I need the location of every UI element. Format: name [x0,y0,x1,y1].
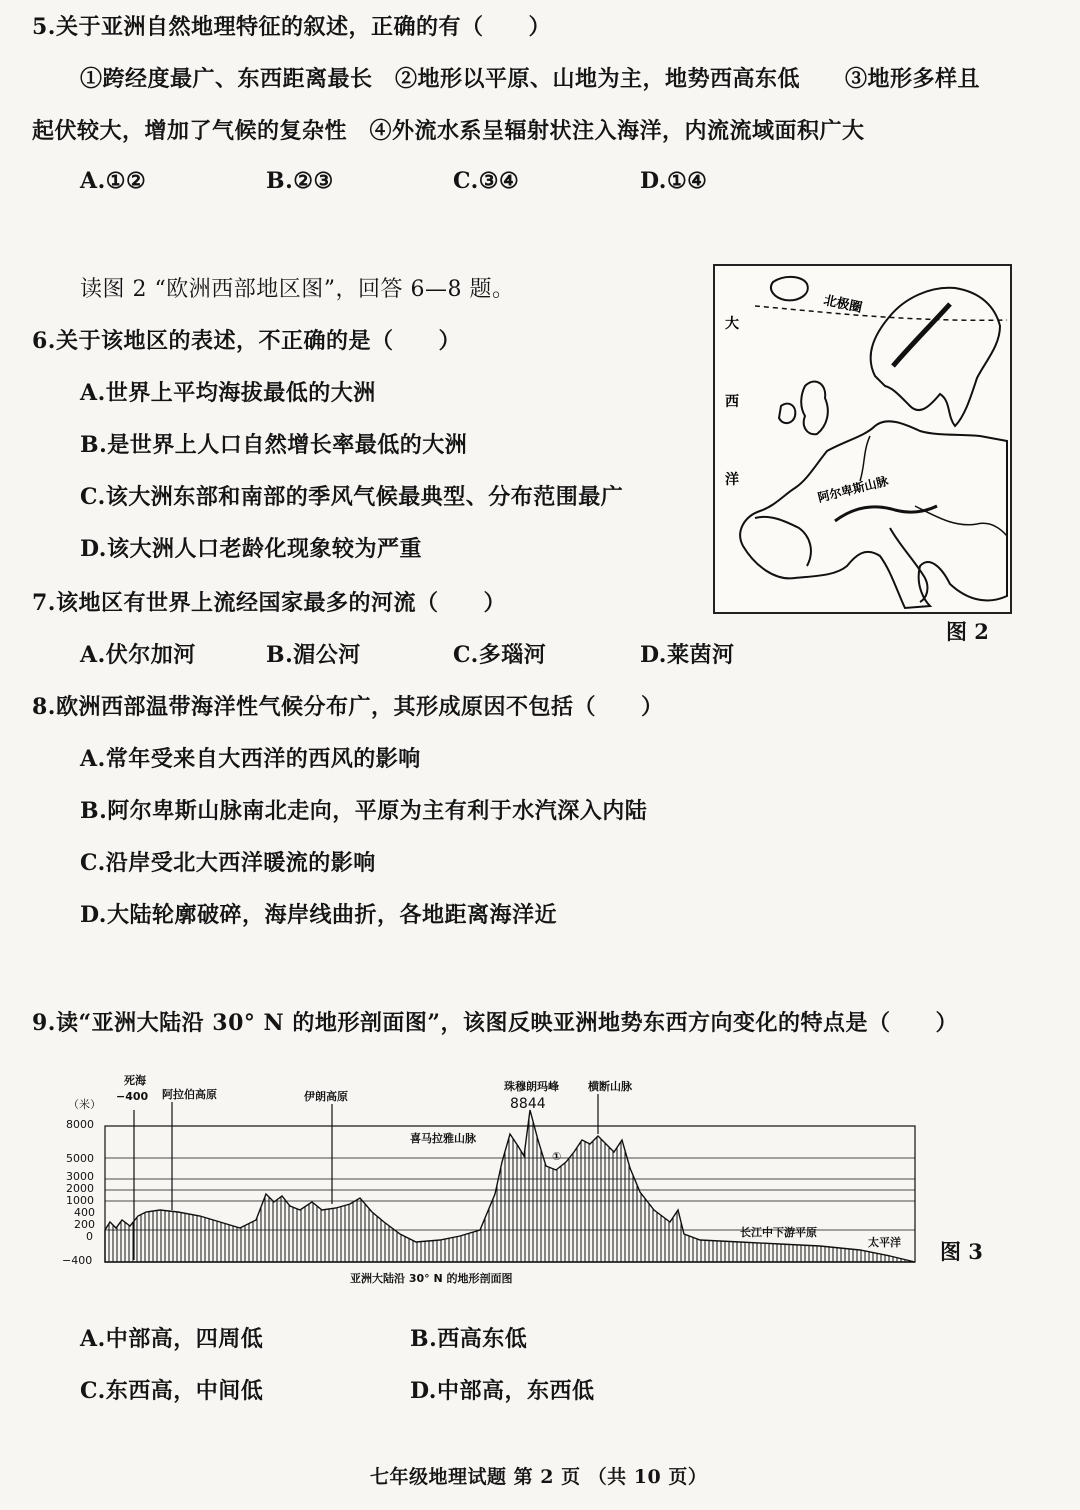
q8-option-c: C.沿岸受北大西洋暖流的影响 [80,850,376,876]
y-tick-2000: 2000 [66,1182,94,1195]
figure-3-caption: 图 3 [940,1239,983,1264]
y-tick-5000: 5000 [66,1152,94,1165]
terrain-profile [105,1110,915,1262]
q6-option-d: D.该大洲人口老龄化现象较为严重 [80,536,422,562]
terrain-profile-figure [60,1070,930,1290]
ocean-label-1: 大 [725,316,739,332]
britain-outline [801,382,828,435]
q7-choice-c: C.多瑙河 [453,642,547,668]
q5-options-line-1: ①跨经度最广、东西距离最长 ②地形以平原、山地为主，地势西高东低 ③地形多样且 [80,66,981,92]
ocean-label-3: 洋 [725,472,739,488]
scandinavia-outline [871,288,1000,426]
q7-stem: 7.该地区有世界上流经国家最多的河流（ ） [32,590,506,616]
alps-label: 阿尔卑斯山脉 [816,473,890,505]
q7-choice-b: B.湄公河 [266,642,361,668]
arctic-circle-label: 北极圈 [822,293,864,317]
q8-stem: 8.欧洲西部温带海洋性气候分布广，其形成原因不包括（ ） [32,694,664,720]
y-tick-0: 0 [86,1230,93,1243]
q7-choice-d: D.莱茵河 [640,642,735,668]
q5-stem: 5.关于亚洲自然地理特征的叙述，正确的有（ ） [32,14,551,40]
q7-choice-a: A.伏尔加河 [80,642,196,668]
q6-option-a: A.世界上平均海拔最低的大洲 [80,380,376,406]
y-tick-minus400: −400 [62,1254,93,1267]
hengduan-label: 横断山脉 [588,1080,632,1093]
q9-stem: 9.读“亚洲大陆沿 30° N 的地形剖面图”，该图反映亚洲地势东西方向变化的特点是（ ） [32,1010,958,1036]
q8-option-a: A.常年受来自大西洋的西风的影响 [80,746,421,772]
himalaya-label: 喜马拉雅山脉 [410,1132,476,1145]
arabian-plateau-label: 阿拉伯高原 [162,1088,217,1101]
profile-title: 亚洲大陆沿 30° N 的地形剖面图 [350,1272,513,1285]
alps-line [835,506,937,521]
q9-choice-b: B.西高东低 [410,1326,528,1352]
q6-option-c: C.该大洲东部和南部的季风气候最典型、分布范围最广 [80,484,624,510]
europe-map-figure [713,264,1012,614]
y-axis-unit: （米） [68,1098,101,1111]
figure-2-caption: 图 2 [946,619,989,644]
q5-options-line-2: 起伏较大，增加了气候的复杂性 ④外流水系呈辐射状注入海洋，内流流域面积广大 [32,118,865,144]
ireland-outline [779,404,795,423]
mainland-outline [740,421,1007,608]
y-tick-400: 400 [74,1206,95,1219]
iberia-coast [755,517,811,566]
intro-6-8: 读图 2 “欧洲西部地区图”，回答 6—8 题。 [80,277,515,302]
europe-map-drawing [715,266,1010,612]
q9-choice-d: D.中部高，东西低 [410,1378,595,1404]
scandinavian-mountains [893,304,950,366]
iceland-outline [771,277,808,300]
q5-choice-b: B.②③ [266,168,334,194]
ocean-label-2: 西 [725,394,739,410]
q5-choice-c: C.③④ [453,168,520,194]
y-tick-3000: 3000 [66,1170,94,1183]
y-tick-1000: 1000 [66,1194,94,1207]
rhine-river [860,436,870,481]
yangtze-plain-label: 长江中下游平原 [740,1226,817,1239]
dead-sea-label: 死海 [124,1074,146,1087]
y-tick-200: 200 [74,1218,95,1231]
q8-option-b: B.阿尔卑斯山脉南北走向，平原为主有利于水汽深入内陆 [80,798,648,824]
everest-value: 8844 [510,1096,546,1112]
q6-option-b: B.是世界上人口自然增长率最低的大洲 [80,432,468,458]
iranian-plateau-label: 伊朗高原 [304,1090,348,1103]
y-tick-8000: 8000 [66,1118,94,1131]
everest-label: 珠穆朗玛峰 [504,1080,559,1093]
page-footer: 七年级地理试题 第 2 页 （共 10 页） [370,1466,708,1488]
pacific-label: 太平洋 [868,1236,901,1249]
q5-choice-d: D.①④ [640,168,708,194]
q5-choice-a: A.①② [80,168,147,194]
q8-option-d: D.大陆轮廓破碎，海岸线曲折，各地距离海洋近 [80,902,557,928]
dead-sea-value: −400 [116,1090,149,1103]
q9-choice-a: A.中部高，四周低 [80,1326,264,1352]
q6-stem: 6.关于该地区的表述，不正确的是（ ） [32,328,461,354]
q9-choice-c: C.东西高，中间低 [80,1378,264,1404]
arctic-circle-line [755,306,1007,320]
terrain-profile-drawing [60,1070,930,1290]
circle-one-label: ① [552,1150,562,1163]
